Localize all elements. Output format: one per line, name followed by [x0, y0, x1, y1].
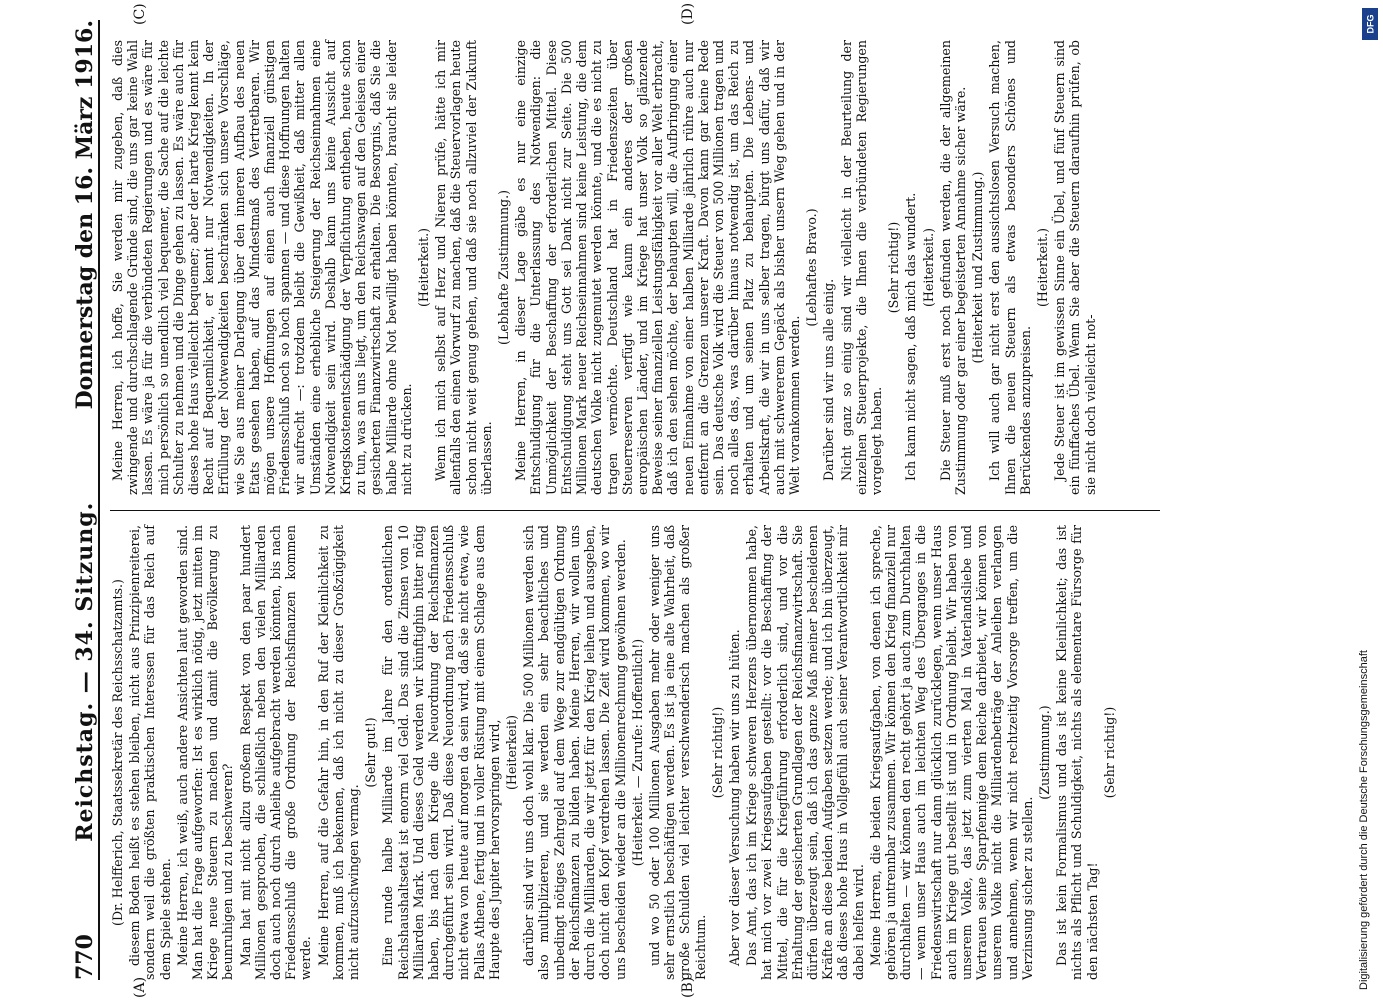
col2-paragraph: Ich kann nicht sagen, daß mich das wundert.	[903, 192, 919, 481]
col2-paragraph: Ich will auch gar nicht erst den aussichtslosen Versuch machen, Ihnen die neuen Steuern als etwas besonders Schönes und Berückendes anzupreisen.	[987, 40, 1033, 495]
col1-paragraph: (Dr. Helfferich, Staatssekretär des Reichsschatzamts.)	[110, 579, 125, 926]
page-number: 770	[72, 934, 98, 980]
col2-paragraph: Darüber sind wir uns alle einig.	[821, 278, 837, 481]
col1-paragraph: Das ist kein Formalismus und das ist keine Kleinlichkeit; das ist nichts als Pflicht und Schuldigkeit, nichts als elementare Fürsorge für den nächsten Tag!	[1054, 525, 1100, 980]
dfg-logo: DFG	[1362, 8, 1378, 40]
col1-paragraph: (Sehr richtig!)	[1101, 706, 1117, 799]
session-title: Reichstag. — 34. Sitzung.	[72, 501, 98, 842]
col2-paragraph: Nicht ganz so einig sind wir vielleicht in der Beurteilung der einzelnen Steuerprojekte, die Ihnen die verbündeten Regierungen vorgelegt haben.	[838, 40, 884, 495]
col2-paragraph: (Heiterkeit und Zustimmung.)	[970, 171, 986, 364]
col1-paragraph: Meine Herren, die beiden Kriegsaufgaben, von denen ich spreche, gehören ja untrennbar zusammen. Wir können den Krieg finanziell nur durchhalten — wir können den recht gehört ja auch zum Durchhalten — wenn unser Haus auch im leichten Weg des Überganges in die Friedenswirtschaft nur dann glücklich zurücklegen, wenn unser Haus auch im Kriege gut bestellt ist und in Ordnung bleibt. Wir haben von unserem Volke, das jetzt zum vierten Mal in Vaterlandsliebe und Vertrauen seine Sparpfennige dem Reiche darbietet, wir können von unserem Volke nicht die Milliardenbeträge der Anleihen verlangen und annehmen, wenn wir nicht rechtzeitig Vorsorge treffen, um die Verzinsung sicher zu stellen.	[867, 525, 1035, 980]
col1-paragraph: Aber vor dieser Versuchung haben wir uns zu hüten.	[726, 629, 742, 966]
margin-letter-b: (B)	[680, 976, 696, 998]
margin-letter-c: (C)	[132, 3, 148, 25]
col1-paragraph: Meine Herren, ich weiß, auch andere Ansichten laut geworden sind. Man hat die Frage aufgeworfen: Ist es wirklich nötig, jetzt mitten im Kriege neue Steuern zu machen und damit die Bevölkerung zu beunruhigen und zu beschweren?	[174, 525, 236, 980]
margin-letter-d: (D)	[680, 2, 696, 25]
col1-paragraph: (Sehr richtig!)	[709, 706, 725, 799]
text-column-left	[110, 525, 1119, 980]
col1-paragraph: Man hat mit nicht allzu großem Respekt von den paar hundert Millionen gesprochen, die schließlich neben den vielen Milliarden doch auch noch durch Anleihe aufgebracht werden könnten, bis nach Friedensschluß die große Ordnung der Reichsfinanzen kommen werde.	[237, 525, 314, 980]
col1-paragraph: diesem Boden heißt es stehen bleiben, nicht aus Prinzipienreiterei, sondern weil die größten praktischen Interessen für das Reich auf dem Spiele stehen.	[127, 525, 173, 980]
rotated-page-content	[40, 0, 1340, 1000]
text-column-right	[110, 40, 1100, 495]
col2-paragraph: (Sehr richtig!)	[886, 221, 902, 314]
col2-paragraph: Wenn ich mich selbst auf Herz und Nieren prüfe, hätte ich mir allenfalls den einen Vorwurf zu machen, daß die Steuervorlagen heute schon nicht weit genug gehen, und daß sie noch allzuviel der Zukunft überlassen.	[433, 40, 494, 495]
session-date: Donnerstag den 16. März 1916.	[72, 20, 98, 410]
col1-paragraph: Meine Herren, auf die Gefahr hin, in den Ruf der Kleinlichkeit zu kommen, muß ich bekennen, daß ich nicht zu dieser Großzügigkeit nicht aufzuschwingen vermag.	[315, 525, 362, 980]
col1-paragraph: und wo 50 oder 100 Millionen Ausgaben mehr oder weniger uns sehr ernstlich beschäftigen werden. Es ist ja eine alte Wahrheit, daß große Schulden viel leichter verschwenderisch machen als großer Reichtum.	[646, 525, 708, 980]
col1-paragraph: (Sehr gut!)	[363, 717, 379, 788]
col1-paragraph: darüber sind wir uns doch wohl klar. Die 500 Millionen werden sich also multiplizieren, und sie werden ein sehr beachtliches und unbedingt nötiges Zehrgeld auf dem Wege zur endgültigen Ordnung der Reichsfinanzen zu bilden haben. Meine Herren, wir wollen uns durch die Milliarden, die wir jetzt für den Krieg leihen und ausgeben, doch nicht den Kopf verdrehen lassen. Die Zeit wird kommen, wo wir uns bescheiden wieder an die Millionenrechnung gewöhnen werden.	[521, 525, 628, 980]
col1-paragraph: (Zustimmung.)	[1036, 705, 1052, 800]
col2-paragraph: (Heiterkeit.)	[416, 228, 432, 307]
page-header	[58, 20, 100, 980]
margin-letter-a: (A)	[132, 976, 148, 998]
col2-paragraph: (Lebhaftes Bravo.)	[804, 208, 820, 327]
col2-paragraph: Meine Herren, in dieser Lage gäbe es nur eine einzige Entschuldigung für die Unterlassung des Notwendigen: die Unmöglichkeit der Beschaffung der erforderlichen Mittel. Diese Entschuldigung steht uns Gott sei Dank nicht zur Seite. Die 500 Millionen Mark neuer Reichseinnahmen sind keine Leistung, die dem deutschen Volke nicht zugemutet werden könnte, und die es nicht zu tragen vermöchte. Deutschland hat in Friedenszeiten über Steuerreserven verfügt wie kaum ein anderes der großen europäischen Länder, und im Kriege hat unser Volk so glänzende Beweise seiner finanziellen Leistungsfähigkeit vor aller Welt erbracht, daß ich den sehen möchte, der behaupten will, die Aufbringung einer neuen Einnahme von einer halben Milliarde jährlich rühre auch nur entfernt an die Grenzen unserer Kraft. Davon kann gar keine Rede sein. Das deutsche Volk wird die Steuer von 500 Millionen tragen und noch alles das, was darüber hinaus notwendig ist, um das Reich zu erhalten und um seinen Platz zu behaupten. Die Lebens- und Arbeitskraft, die wir in uns selber tragen, bürgt uns dafür, daß wir auch mit schwererem Gepäck als bisher unsern Weg gehen und in der Welt vorankommen werden.	[513, 40, 802, 495]
col1-paragraph: Eine runde halbe Milliarde im Jahre für den ordentlichen Reichshaushaltsetat ist enorm viel Geld. Das sind die Zinsen von 10 Milliarden Mark. Und dieses Geld werden wir künftighin bitter nötig haben, bis nach dem Kriege die Neuordnung der Reichsfinanzen durchgeführt sein wird. Daß diese Neuordnung nach Friedensschluß nicht etwa von heute auf morgen da sein wird, daß sie nicht etwa, wie Pallas Athene, fertig und in voller Rüstung mit einem Schlage aus dem Haupte des Jupiter hervorspringen wird,	[380, 525, 502, 980]
col1-paragraph: (Heiterkeit)	[504, 715, 520, 790]
col2-paragraph: Die Steuer muß erst noch gefunden werden, die der allgemeinen Zustimmung oder gar einer begeisterten Annahme sicher wäre.	[937, 40, 968, 495]
column-divider	[110, 510, 1160, 511]
col2-paragraph: Jede Steuer ist im gewissen Sinne ein Übel, und fünf Steuern sind ein fünffaches Übel. Wenn Sie aber die Steuern daraufhin prüfen, ob sie nicht doch vielleicht not-	[1052, 40, 1098, 495]
col1-paragraph: Das Amt, das ich im Kriege schweren Herzens übernommen habe, hat mich vor zwei Kriegsaufgaben gestellt: vor die Beschaffung der Mittel, die für die Kriegführung erforderlich sind, und vor die Erhaltung der gesicherten Grundlagen der Reichsfinanzwirtschaft. Sie dürfen überzeugt sein, daß ich das ganze Maß meiner bescheidenen Kräfte an diese beiden Aufgaben setzen werde; und ich bin überzeugt, daß dieses hohe Haus in Vollgefühl auch seiner Verantwortlichkeit mir dabei helfen wird.	[744, 525, 866, 980]
col2-paragraph: (Heiterkeit.)	[920, 228, 936, 307]
credit-text: Digitalisierung gefördert durch die Deutsche Forschungsgemeinschaft	[1358, 650, 1370, 990]
col2-paragraph: (Lebhafte Zustimmung.)	[496, 189, 512, 346]
col2-paragraph: Meine Herren, ich hoffe, Sie werden mir zugeben, daß dies zwingende und durchschlagende Gründe sind, die uns gar keine Wahl lassen. Es wäre ja für die verbündeten Regierungen und es wäre für mich persönlich so unendlich viel bequemer, die Sache auf die leichte Schulter zu nehmen und die Dinge gehen zu lassen. Es wäre auch für dieses hohe Haus vielleicht bequemer; aber der harte Krieg kennt kein Recht auf Bequemlichkeit, er kennt nur Notwendigkeiten. In der Erfüllung der Notwendigkeiten beschränken sich unsere Vorschläge, wie Sie aus meiner Darlegung über den inneren Aufbau des neuen Etats gesehen haben, auf das Mindestmaß des Vertretbaren. Wir mögen unsere Hoffnungen auf einen auch finanziell günstigen Friedensschluß noch so hoch spannen — und diese Hoffnungen halten wir aufrecht —: trotzdem bleibt die Gewißheit, daß mitter allen Umständen eine erhebliche Steigerung der Reichseinnahmen eine Notwendigkeit sein wird. Deshalb kann uns keine Aussicht auf Kriegskostenentschädigung der Verpflichtung entheben, heute schon zu tun, was an uns liegt, um den Reichswagen auf den Geleisen einer gesicherten Finanzwirtschaft zu erhalten. Die Besorgnis, daß Sie die halbe Milliarde ohne Not bewilligt haben könnten, braucht sie leider nicht zu drücken.	[110, 40, 414, 495]
digitization-credit	[1358, 10, 1378, 990]
col2-paragraph: (Heiterkeit.)	[1034, 228, 1050, 307]
col1-paragraph: (Heiterkeit. — Zurufe: Hoffentlich!)	[629, 638, 645, 867]
